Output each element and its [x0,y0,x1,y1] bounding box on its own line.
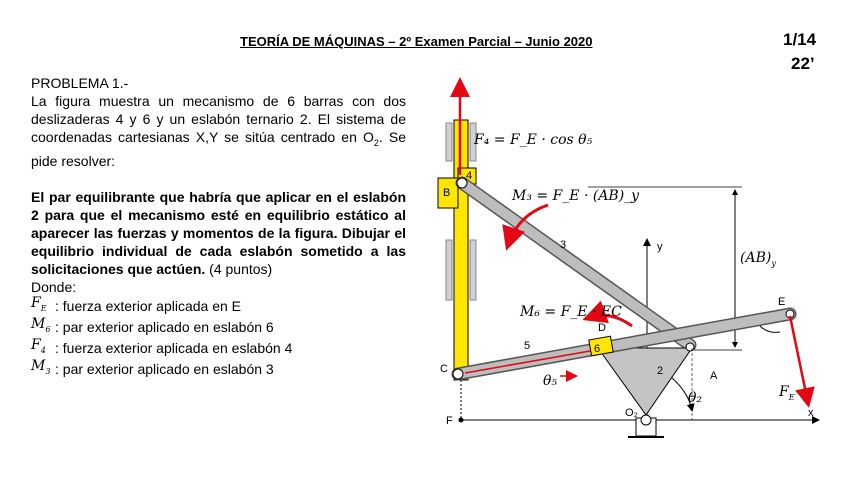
link-2-triangle [598,348,692,415]
pin-a [686,343,694,351]
definition-m3: $M_3$ : par exterior aplicado en eslabón 3 [31,358,274,378]
equation-f4: F₄ = F_E · cos θ₅ [474,132,593,148]
label-fe: $F_E$ [779,384,795,402]
exam-header: TEORÍA DE MÁQUINAS – 2º Examen Parcial – Junio 2020 [240,34,593,49]
label-x: x [808,407,814,419]
label-y: y [657,241,663,253]
dimension-ab: $(AB)_y$ [740,250,776,268]
label-5: 5 [524,340,531,352]
force-fe-arrow [790,316,808,403]
label-6: 6 [594,343,601,355]
label-c: C [440,363,448,375]
problem-intro: La figura muestra un mecanismo de 6 barras con dos deslizaderas 4 y 6 y un eslabón ternario 2. El sistema de coordenadas cartesianas X,Y se sitúa centrado en $O_2$. Se pide resolver: [31,93,407,169]
problem-task: El par equilibrante que habría que aplicar en el eslabón 2 para que el mecanismo esté en equilibrio estático al aparecer las fuerzas y momentos de la figura. Dibujar el equilibrio individual de cada eslabón sometido a las solicitaciones que actúen. (4 puntos) [31,188,406,277]
pin-c [453,369,463,379]
slider-6 [589,336,613,356]
label-b: B [443,187,451,199]
angle-theta2: θ₂ [688,390,703,406]
duration: 22’ [791,54,815,73]
label-d: D [598,322,606,334]
definition-fe: $F_E$ : fuerza exterior aplicada en E [31,295,241,315]
label-f: F [446,415,453,427]
equation-m3: M₃ = F_E · (AB)_y [512,188,640,204]
definition-f4: $F_4$ : fuerza exterior aplicada en eslabón 4 [31,337,293,357]
points: (4 puntos) [209,260,273,277]
label-3: 3 [560,239,567,251]
donde-label: Donde: [31,278,77,295]
angle-theta5: θ₅ [543,373,558,389]
definition-m6: $M_6$ : par exterior aplicado en eslabón 6 [31,316,274,336]
label-a: A [710,370,718,382]
page-number: 1/14 [783,30,817,49]
problem-title: PROBLEMA 1.- [31,75,129,91]
equation-m6: M₆ = F_E · EC [520,304,622,320]
point-f-dot [459,418,464,423]
label-4: 4 [466,170,473,182]
label-e: E [778,296,786,308]
label-o2: O₂ [625,407,638,419]
label-2: 2 [657,365,664,377]
